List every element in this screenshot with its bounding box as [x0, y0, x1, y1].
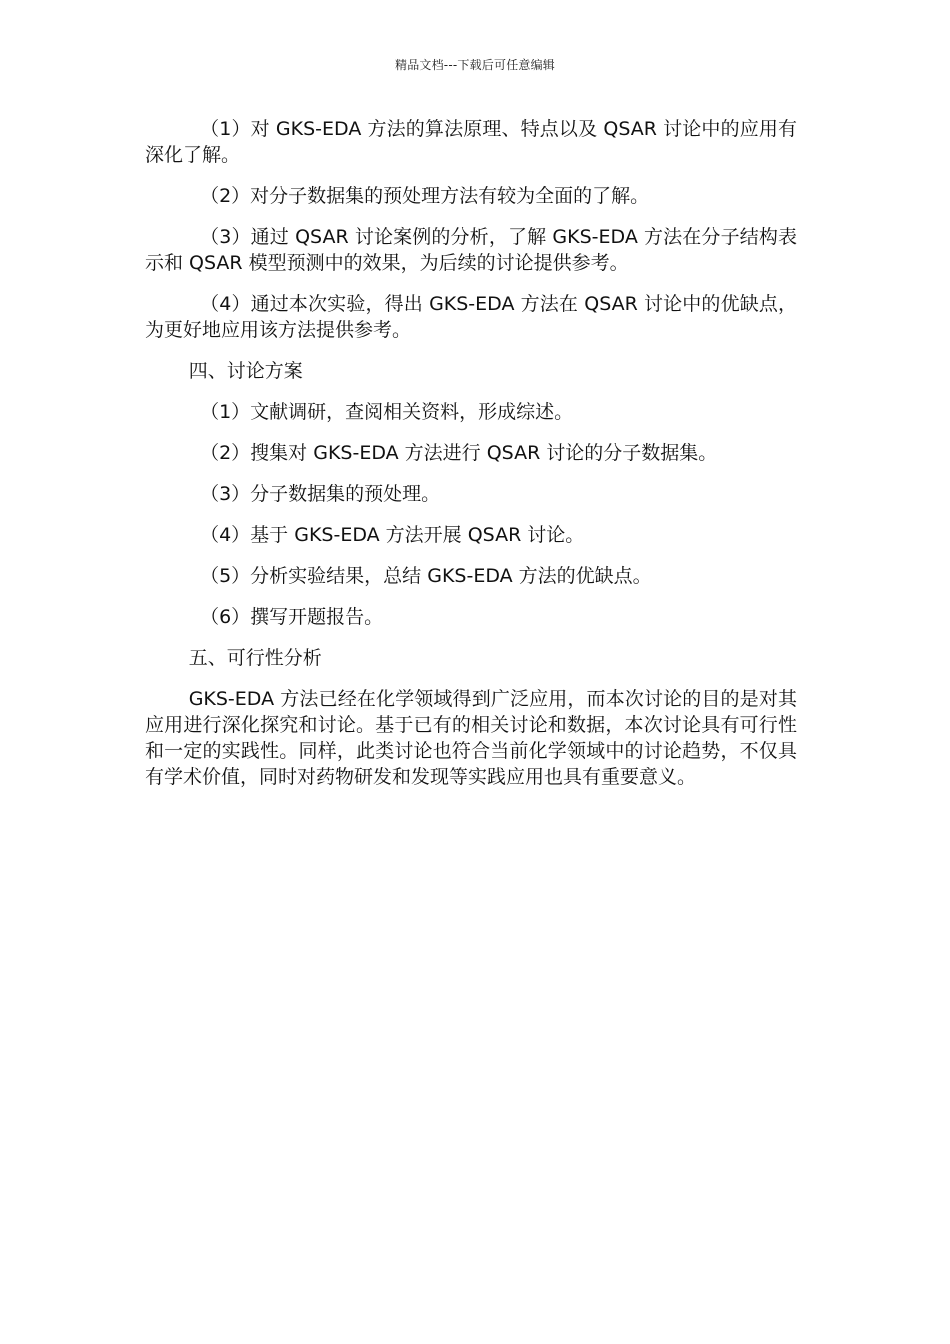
- section-heading-plan: 四、讨论方案: [188, 360, 303, 382]
- objective-item-1: （1）对 GKS-EDA 方法的算法原理、特点以及 QSAR 讨论中的应用有深化了解。: [145, 118, 797, 166]
- page-header: 精品文档---下载后可任意编辑: [395, 58, 555, 72]
- plan-item-3: （3）分子数据集的预处理。: [200, 483, 441, 505]
- objective-item-4: （4）通过本次实验，得出 GKS-EDA 方法在 QSAR 讨论中的优缺点，为更好地应用该方法提供参考。: [145, 293, 797, 341]
- plan-item-1: （1）文献调研，查阅相关资料，形成综述。: [200, 401, 574, 423]
- plan-item-6: （6）撰写开题报告。: [200, 606, 384, 628]
- feasibility-paragraph: GKS-EDA 方法已经在化学领域得到广泛应用，而本次讨论的目的是对其应用进行深化探究和讨论。基于已有的相关讨论和数据，本次讨论具有可行性和一定的实践性。同样，此类讨论也符合当前化学领域中的讨论趋势，不仅具有学术价值，同时对药物研发和发现等实践应用也具有重要意义。: [145, 688, 797, 788]
- objective-item-2: （2）对分子数据集的预处理方法有较为全面的了解。: [200, 185, 650, 207]
- document-body: [145, 116, 797, 805]
- objective-item-3: （3）通过 QSAR 讨论案例的分析，了解 GKS-EDA 方法在分子结构表示和 QSAR 模型预测中的效果，为后续的讨论提供参考。: [145, 226, 797, 274]
- plan-item-5: （5）分析实验结果，总结 GKS-EDA 方法的优缺点。: [200, 565, 652, 587]
- plan-item-2: （2）搜集对 GKS-EDA 方法进行 QSAR 讨论的分子数据集。: [200, 442, 718, 464]
- section-heading-feasibility: 五、可行性分析: [188, 647, 322, 669]
- plan-item-4: （4）基于 GKS-EDA 方法开展 QSAR 讨论。: [200, 524, 585, 546]
